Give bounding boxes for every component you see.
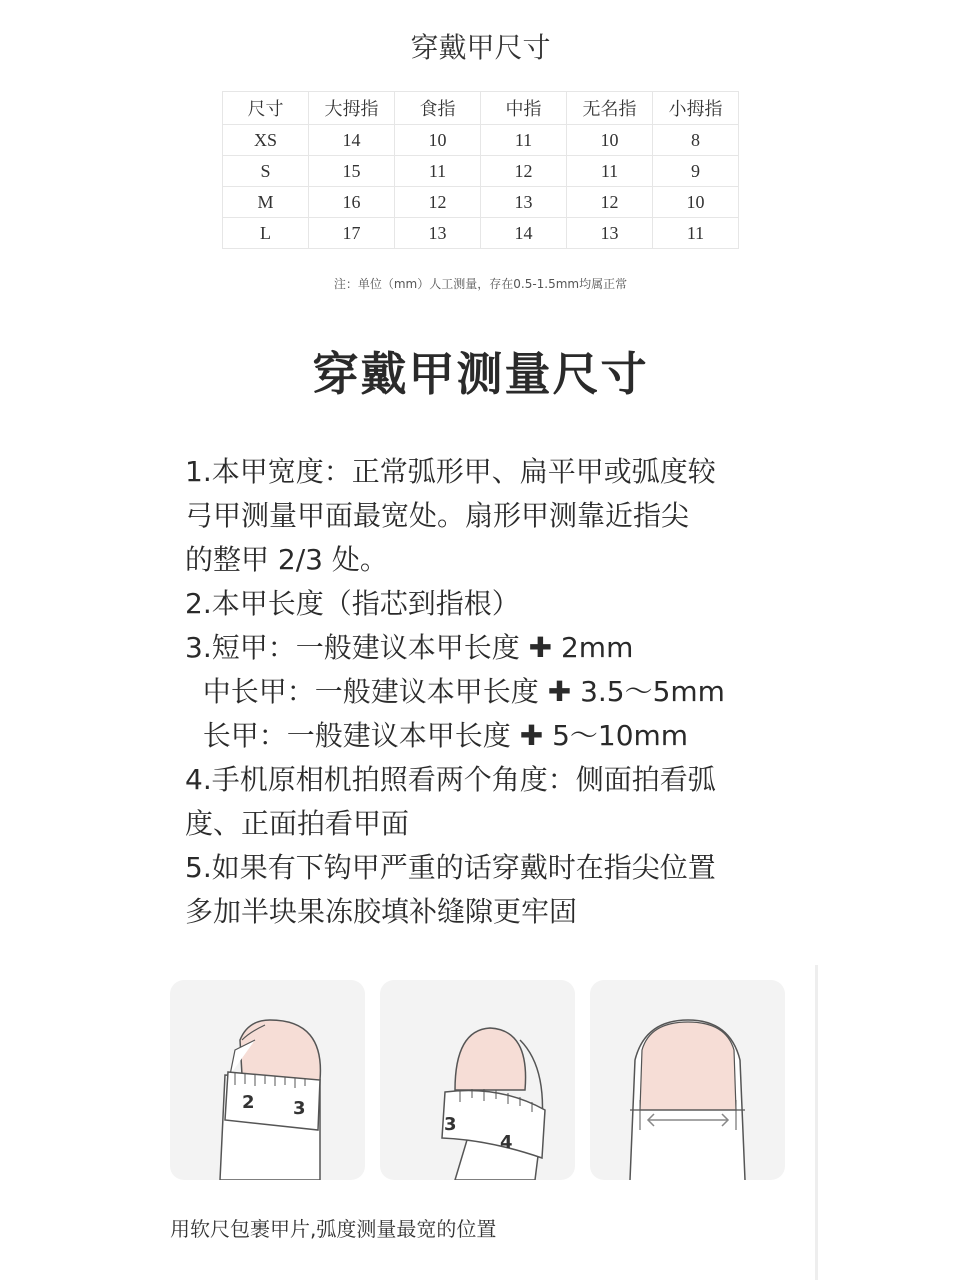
ruler-label: 4 xyxy=(500,1132,513,1153)
instruction-line: 3.短甲：一般建议本甲长度 ✚ 2mm xyxy=(185,631,634,664)
table-note: 注：单位（mm）人工测量，存在0.5-1.5mm均属正常 xyxy=(333,277,628,291)
table-cell: 13 xyxy=(481,187,567,218)
table-cell: 12 xyxy=(395,187,481,218)
table-header: 小拇指 xyxy=(653,92,739,125)
table-header: 无名指 xyxy=(567,92,653,125)
table-cell: 17 xyxy=(309,218,395,249)
table-cell: 8 xyxy=(653,125,739,156)
instruction-line: 1.本甲宽度：正常弧形甲、扁平甲或弧度较 xyxy=(185,455,716,488)
instruction-line: 4.手机原相机拍照看两个角度：侧面拍看弧 xyxy=(185,763,716,796)
table-cell: L xyxy=(223,218,309,249)
table-cell: 11 xyxy=(653,218,739,249)
measure-title: 穿戴甲测量尺寸 xyxy=(312,347,649,401)
table-header: 尺寸 xyxy=(223,92,309,125)
table-cell: 10 xyxy=(395,125,481,156)
instruction-line: 的整甲 2/3 处。 xyxy=(185,543,388,576)
table-cell: 11 xyxy=(395,156,481,187)
table-row xyxy=(223,125,739,156)
table-cell: 13 xyxy=(395,218,481,249)
instruction-line: 中长甲：一般建议本甲长度 ✚ 3.5～5mm xyxy=(185,675,725,708)
table-cell: XS xyxy=(223,125,309,156)
illustration-angled-tape xyxy=(380,980,575,1180)
ruler-label: 3 xyxy=(444,1114,457,1135)
ruler-label: 2 xyxy=(242,1092,255,1113)
table-row xyxy=(223,218,739,249)
table-cell: 16 xyxy=(309,187,395,218)
table-cell: 12 xyxy=(481,156,567,187)
table-cell: 14 xyxy=(481,218,567,249)
size-table xyxy=(222,91,739,249)
instruction-line: 弓甲测量甲面最宽处。扇形甲测靠近指尖 xyxy=(185,499,690,532)
table-cell: S xyxy=(223,156,309,187)
table-cell: 10 xyxy=(567,125,653,156)
table-cell: 11 xyxy=(481,125,567,156)
instruction-line: 5.如果有下钩甲严重的话穿戴时在指尖位置 xyxy=(185,851,716,884)
table-cell: 14 xyxy=(309,125,395,156)
table-cell: 10 xyxy=(653,187,739,218)
table-header: 中指 xyxy=(481,92,567,125)
instruction-line: 度、正面拍看甲面 xyxy=(185,807,410,840)
instruction-line: 长甲：一般建议本甲长度 ✚ 5～10mm xyxy=(185,719,689,752)
table-cell: M xyxy=(223,187,309,218)
table-header-row xyxy=(223,92,739,125)
illustration-caption: 用软尺包裹甲片,弧度测量最宽的位置 xyxy=(170,1217,497,1241)
table-cell: 9 xyxy=(653,156,739,187)
table-cell: 15 xyxy=(309,156,395,187)
divider xyxy=(815,965,818,1280)
ruler-label: 3 xyxy=(293,1098,306,1119)
instruction-line: 多加半块果冻胶填补缝隙更牢固 xyxy=(185,895,578,928)
table-cell: 13 xyxy=(567,218,653,249)
illustration-side-tape xyxy=(170,980,365,1180)
table-header: 食指 xyxy=(395,92,481,125)
illustration-front-width xyxy=(590,980,785,1180)
table-cell: 12 xyxy=(567,187,653,218)
table-row xyxy=(223,156,739,187)
size-chart-title: 穿戴甲尺寸 xyxy=(410,31,551,64)
instruction-line: 2.本甲长度（指芯到指根） xyxy=(185,587,520,620)
table-row xyxy=(223,187,739,218)
table-cell: 11 xyxy=(567,156,653,187)
table-header: 大拇指 xyxy=(309,92,395,125)
